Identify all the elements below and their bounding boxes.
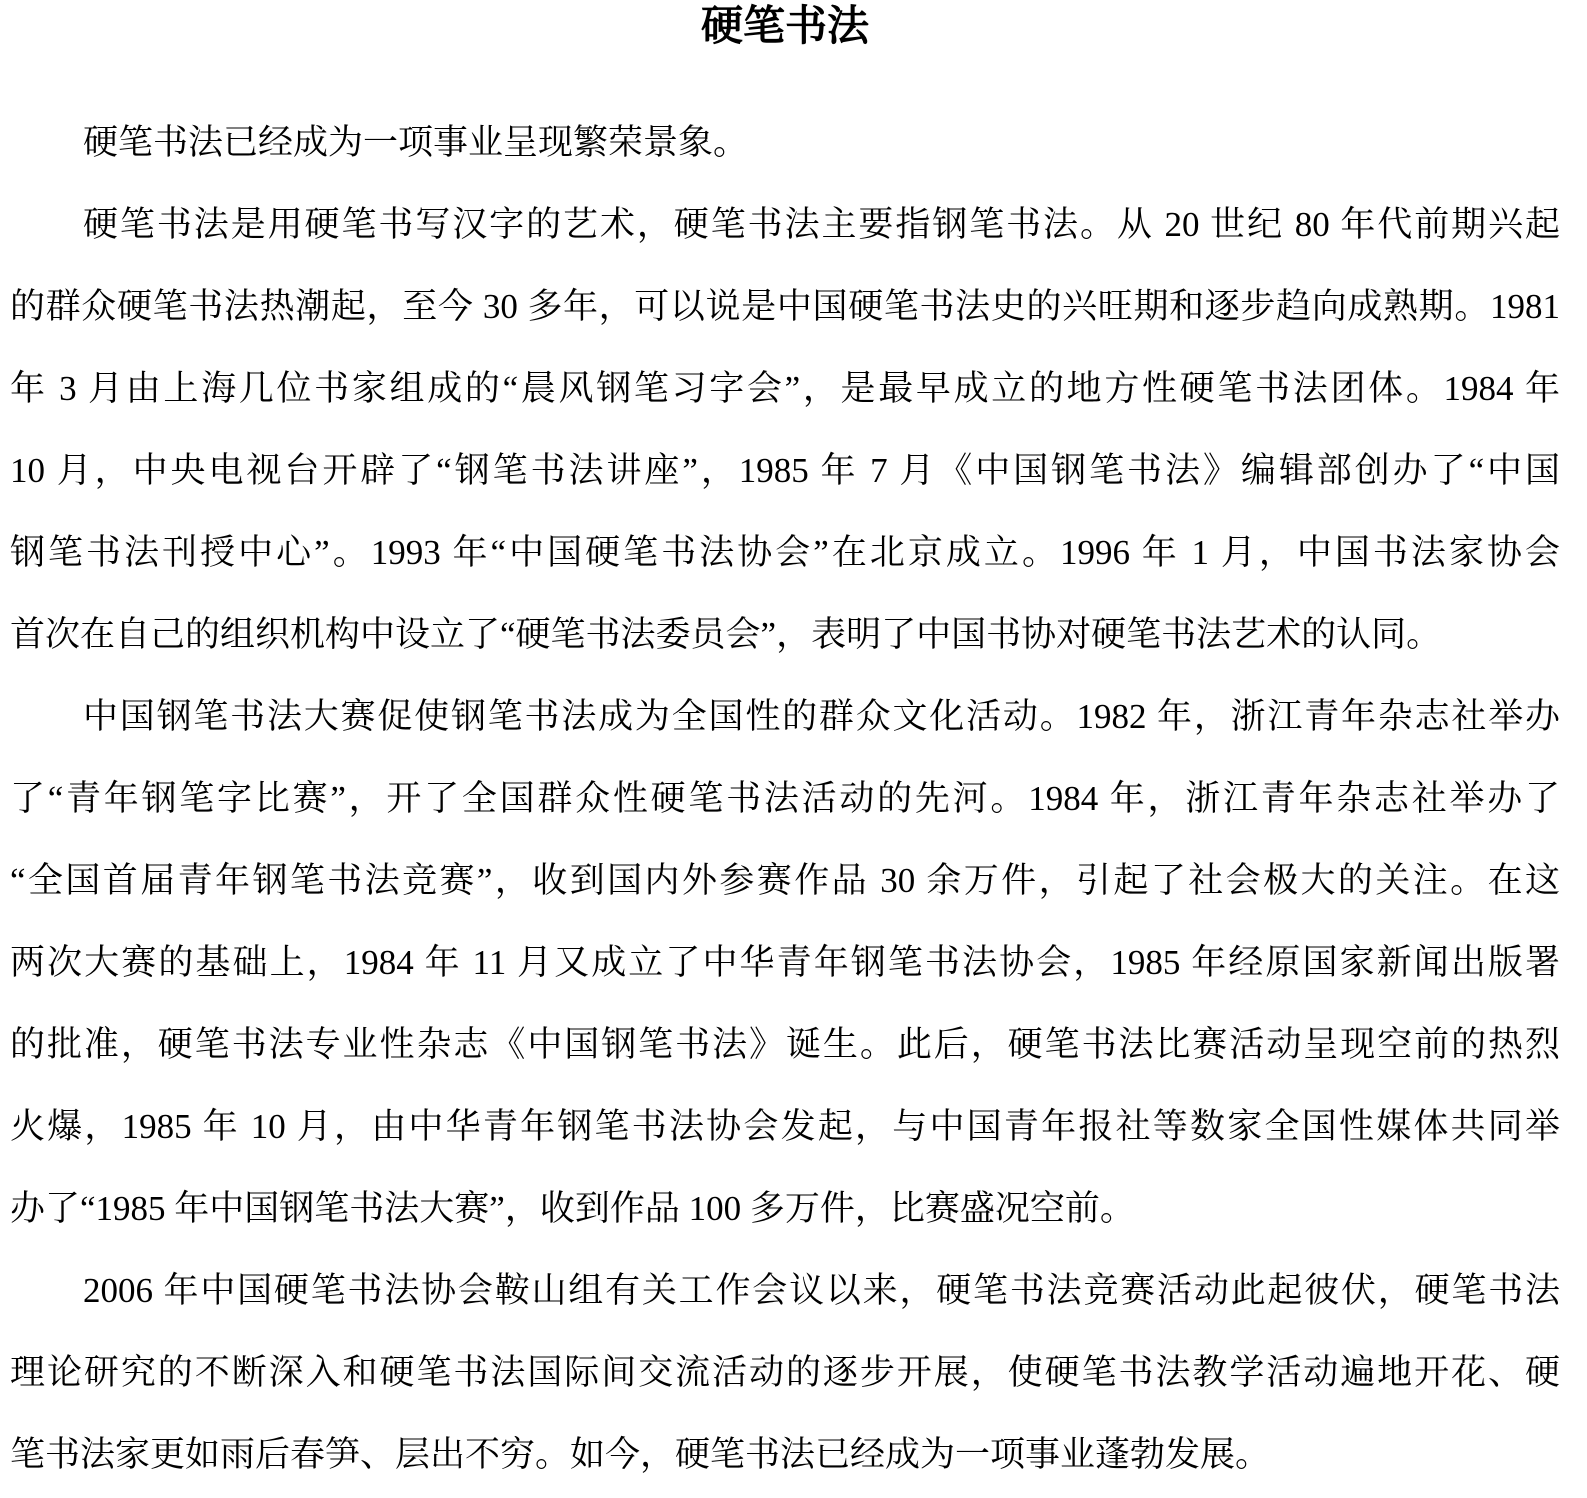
text-line: 了“青年钢笔字比赛”，开了全国群众性硬笔书法活动的先河。1984 年，浙江青年杂志社举办了 bbox=[10, 779, 1560, 818]
text-line: 硬笔书法已经成为一项事业呈现繁荣景象。 bbox=[83, 123, 749, 162]
text-line: 两次大赛的基础上，1984 年 11 月又成立了中华青年钢笔书法协会，1985 年经原国家新闻出版署 bbox=[10, 943, 1560, 982]
text-line: 的群众硬笔书法热潮起，至今 30 多年，可以说是中国硬笔书法史的兴旺期和逐步趋向成熟期。1981 bbox=[10, 287, 1560, 326]
text-line: 笔书法家更如雨后春笋、层出不穷。如今，硬笔书法已经成为一项事业蓬勃发展。 bbox=[10, 1435, 1271, 1474]
document-title: 硬笔书法 bbox=[700, 4, 869, 50]
text-line: 的批准，硬笔书法专业性杂志《中国钢笔书法》诞生。此后，硬笔书法比赛活动呈现空前的热烈 bbox=[10, 1025, 1560, 1064]
text-line: 火爆，1985 年 10 月，由中华青年钢笔书法协会发起，与中国青年报社等数家全国性媒体共同举 bbox=[10, 1107, 1560, 1146]
paragraph-1 bbox=[10, 102, 1560, 184]
paragraph-3 bbox=[10, 676, 1560, 1250]
document-body bbox=[10, 102, 1560, 1496]
text-line: 办了“1985 年中国钢笔书法大赛”，收到作品 100 多万件，比赛盛况空前。 bbox=[10, 1189, 1135, 1228]
text-line: 10 月，中央电视台开辟了“钢笔书法讲座”，1985 年 7 月《中国钢笔书法》编辑部创办了“中国 bbox=[10, 451, 1560, 490]
text-line: 年 3 月由上海几位书家组成的“晨风钢笔习字会”，是最早成立的地方性硬笔书法团体。1984 年 bbox=[10, 369, 1560, 408]
text-line: “全国首届青年钢笔书法竞赛”，收到国内外参赛作品 30 余万件，引起了社会极大的关注。在这 bbox=[10, 861, 1560, 900]
paragraph-4 bbox=[10, 1250, 1560, 1496]
text-line: 硬笔书法是用硬笔书写汉字的艺术，硬笔书法主要指钢笔书法。从 20 世纪 80 年代前期兴起 bbox=[83, 205, 1560, 244]
text-line: 首次在自己的组织机构中设立了“硬笔书法委员会”，表明了中国书协对硬笔书法艺术的认同。 bbox=[10, 615, 1442, 654]
text-line: 钢笔书法刊授中心”。1993 年“中国硬笔书法协会”在北京成立。1996 年 1 月，中国书法家协会 bbox=[10, 533, 1560, 572]
text-line: 2006 年中国硬笔书法协会鞍山组有关工作会议以来，硬笔书法竞赛活动此起彼伏，硬笔书法 bbox=[83, 1271, 1560, 1310]
text-line: 中国钢笔书法大赛促使钢笔书法成为全国性的群众文化活动。1982 年，浙江青年杂志社举办 bbox=[83, 697, 1560, 736]
paragraph-2 bbox=[10, 184, 1560, 676]
text-line: 理论研究的不断深入和硬笔书法国际间交流活动的逐步开展，使硬笔书法教学活动遍地开花、硬 bbox=[10, 1353, 1560, 1392]
